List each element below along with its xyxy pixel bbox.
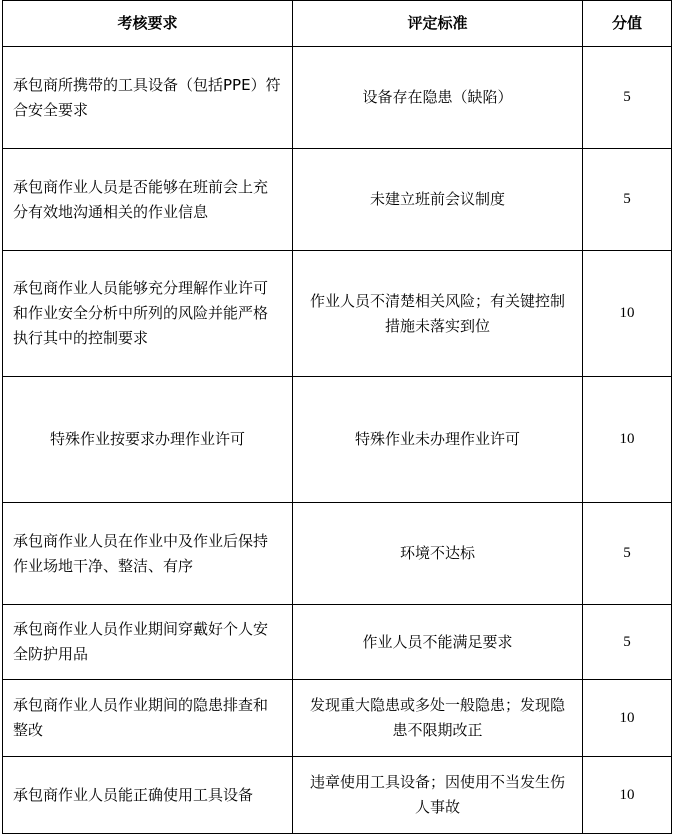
score-cell: 5 — [583, 503, 672, 605]
score-cell: 5 — [583, 47, 672, 149]
header-requirement: 考核要求 — [3, 1, 293, 47]
assessment-table — [2, 0, 672, 834]
requirement-cell: 承包商作业人员能够充分理解作业许可和作业安全分析中所列的风险并能严格执行其中的控制要求 — [3, 251, 293, 377]
table-row — [3, 757, 672, 834]
standard-cell: 作业人员不能满足要求 — [293, 605, 583, 680]
standard-cell: 环境不达标 — [293, 503, 583, 605]
table-row — [3, 149, 672, 251]
score-cell: 10 — [583, 377, 672, 503]
standard-cell: 未建立班前会议制度 — [293, 149, 583, 251]
requirement-cell: 承包商作业人员作业期间的隐患排查和整改 — [3, 680, 293, 757]
table-row — [3, 377, 672, 503]
table-row — [3, 605, 672, 680]
table-row — [3, 251, 672, 377]
score-cell: 10 — [583, 251, 672, 377]
score-cell: 10 — [583, 757, 672, 834]
table-row — [3, 680, 672, 757]
table-row — [3, 503, 672, 605]
standard-cell: 设备存在隐患（缺陷） — [293, 47, 583, 149]
score-cell: 5 — [583, 605, 672, 680]
standard-cell: 作业人员不清楚相关风险；有关键控制措施未落实到位 — [293, 251, 583, 377]
requirement-cell: 承包商作业人员能正确使用工具设备 — [3, 757, 293, 834]
header-score: 分值 — [583, 1, 672, 47]
table-row — [3, 47, 672, 149]
score-cell: 10 — [583, 680, 672, 757]
requirement-cell: 特殊作业按要求办理作业许可 — [3, 377, 293, 503]
requirement-cell: 承包商作业人员在作业中及作业后保持作业场地干净、整洁、有序 — [3, 503, 293, 605]
header-standard: 评定标准 — [293, 1, 583, 47]
standard-cell: 违章使用工具设备；因使用不当发生伤人事故 — [293, 757, 583, 834]
requirement-cell: 承包商作业人员作业期间穿戴好个人安全防护用品 — [3, 605, 293, 680]
standard-cell: 发现重大隐患或多处一般隐患；发现隐患不限期改正 — [293, 680, 583, 757]
table-header-row — [3, 1, 672, 47]
requirement-cell: 承包商作业人员是否能够在班前会上充分有效地沟通相关的作业信息 — [3, 149, 293, 251]
standard-cell: 特殊作业未办理作业许可 — [293, 377, 583, 503]
score-cell: 5 — [583, 149, 672, 251]
requirement-cell: 承包商所携带的工具设备（包括PPE）符合安全要求 — [3, 47, 293, 149]
